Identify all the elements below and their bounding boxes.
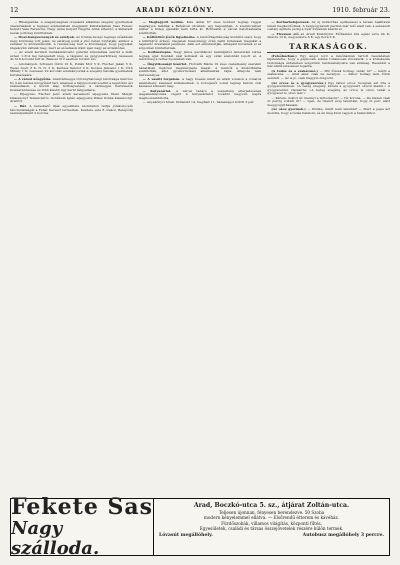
ad-line: modern kényelemmel ellátva. — Elsőrendű étterem és kávéház. bbox=[203, 515, 340, 521]
news-item bbox=[10, 51, 133, 62]
news-item-heading: — Öngyilkossági kísérlet. bbox=[142, 62, 188, 67]
news-item bbox=[267, 108, 390, 115]
section-title-tarkasagok: TARKASÁGOK. bbox=[289, 41, 369, 51]
news-item-heading: — Kórházbefejezések. bbox=[271, 21, 310, 24]
ad-hotel-name: Fekete Sas bbox=[11, 493, 153, 520]
ad-address: Arad, Boczkó-utca 5. sz., átjárat Zoltán-utca. bbox=[193, 502, 350, 509]
newspaper-title: ARADI KÖZLÖNY. bbox=[135, 6, 215, 14]
news-item-text: Egy angol lord a felsőházban tartott beszédében kijelentette, hogy a gépkocsik száma rohamosan növekszik, s a közlekedés biztonsága érdekében szigorúbb rendszabályokra van szükség. Beszédét a ház élénk tetszéssel fogadta. bbox=[267, 53, 391, 69]
news-item bbox=[139, 51, 262, 62]
ad-details bbox=[154, 499, 389, 555]
news-item-text: Nagy János gazdálkodó kamrájából ismeretlen tettes tegnap éjjel tizenkét szál kolbászt és egy oldal szalonnát lopott el. A rendőrség a tettes nyomában van. bbox=[138, 50, 262, 62]
news-item bbox=[139, 101, 262, 105]
news-item-text: A nagy hóesés miatt az aradi vonalon a vonatok jelentékeny késéssel közlekednek. A borosjenői vonat tegnap három órai késéssel érkezett meg. bbox=[138, 77, 262, 89]
ad-footer-right: Autobusz megállóhely 3 percre. bbox=[302, 532, 384, 538]
news-item-heading: — A városi közgyűlés. bbox=[14, 77, 52, 82]
news-item-text: — Hibaigazítás. A szegénységnek olvasásra alkalmas szegény gyermekek összeírásánál a tegnapi számunkban megjelent kimutatásban Vass Ferenc helyett Vass Ferencné, Nagy Anna helyett Nagyné Anna értendő; a kimaradt nevek pótlólag közöltetnek. bbox=[10, 21, 133, 35]
news-item bbox=[267, 21, 390, 32]
news-item bbox=[10, 78, 133, 92]
news-item-heading: — Megfagyott koldus. bbox=[142, 21, 184, 24]
news-item bbox=[10, 105, 133, 116]
news-item bbox=[139, 21, 262, 35]
news-item bbox=[10, 63, 133, 77]
news-item bbox=[10, 93, 133, 104]
news-item-heading: — Mozi-hangversenyek és estélyek. bbox=[14, 35, 76, 40]
ad-hotel-subtitle: Nagy szálloda. bbox=[11, 517, 100, 559]
news-item-heading: (A tudós és a szakácsné.) bbox=[271, 68, 318, 73]
news-item-text: Egy falusi orvos recepten azt írta a gyógyszerésznek: »A beteg szegény, kérem a gyógyszert olcsón kiadni.« A gyógyszerész visszaírta: »A beteg szegény, az orvos is olcsó, tehát a gyógyszer is olcsó lesz.« bbox=[267, 80, 391, 96]
news-item-heading: (Felsőházban.) bbox=[271, 53, 297, 58]
news-item-text: — Az aradi kerületi munkásbiztosító pénztár kimutatása szerint a múlt évben 1.214 tag betegedett meg, a táppénz és gyógyszerköltség összesen 41.516 koronát tett ki. Baleset 312 esetben fordult elő. bbox=[10, 50, 133, 62]
news-item-text: A városi tanács a veszettség elterjedésének megakadályozása végett a kutyazárlatot további negyven napra meghosszabbította. bbox=[138, 88, 262, 100]
news-item bbox=[139, 90, 262, 101]
news-item-heading: (Az orvos és a gyógyszerész.) bbox=[271, 80, 326, 85]
page-number: 12 bbox=[10, 6, 19, 14]
news-item-text: A kereskedő ifjak egyesülete szombaton tartja jótékonycélú táncmulatságát a Fehér Kereszt termeiben. Kezdete este 8 órakor. Belépődíj személyenként 2 korona. bbox=[10, 104, 133, 116]
news-item-text: Az új közkórház építkezései a tavasz beálltával ismét megkezdődnek. A belgyógyászati pavilon már tető alatt van, a sebészeti osztály épülete pedig a nyár folyamán készül el. bbox=[267, 21, 391, 32]
column-3 bbox=[267, 21, 390, 499]
news-item-text: — Eljegyzés. Fischer Jenő aradi kereskedő eljegyezte Klein Margit kisasszonyt Temesvárról. Goldstein Ignác eljegyezte Weisz Ilonka kisasszonyt Aradról. bbox=[10, 92, 133, 104]
news-item bbox=[267, 82, 390, 96]
ad-line: Egyesületek, családi és társas összejövetelek részére külön termek. bbox=[199, 526, 344, 532]
news-item bbox=[10, 36, 133, 50]
ad-footer bbox=[159, 533, 384, 538]
section-divider bbox=[267, 52, 390, 53]
news-item-text: Aradvármegye törvényhatósági bizottsága március hó 3-án rendes közgyűlést tart, amelyen a tárgysorozat szerint a legutóbbi évi számadások, a közúti alap költségvetése, a vármegyei tisztviselők fizetésrendezése és több kisebb ügy kerül tárgyalásra. bbox=[10, 77, 133, 92]
ad-line: Fürdőszobák, villamos világítás, központi fűtés. bbox=[221, 520, 322, 526]
news-item bbox=[139, 78, 262, 89]
news-item-text: A rendőrkapitányság közhírré teszi, hogy a külföldről érkező idegenek huszonnégy órán belül kötelesek magukat a bejelentő hivatalnál jelenteni. Akik ezt elmulasztják, kihágást követnek el és szigorúan büntettetnek. bbox=[138, 35, 262, 50]
tarkasagok-items bbox=[267, 55, 390, 116]
hotel-advertisement bbox=[10, 493, 390, 559]
news-item-heading: — Fizessen elő bbox=[271, 31, 299, 36]
ad-logo-block bbox=[11, 493, 154, 559]
news-item-text: — Pistike, miért nem tanultál? — Mert a papa azt mondta, hogy a tudás hatalom, és én még kicsi vagyok a hatalomhoz. bbox=[267, 107, 391, 115]
news-item-heading: — Bál. bbox=[14, 104, 27, 109]
news-item bbox=[267, 33, 390, 40]
masthead bbox=[10, 6, 390, 18]
article-columns bbox=[10, 21, 390, 499]
news-item bbox=[10, 21, 133, 35]
news-item-heading: (Az okos gyermek.) bbox=[271, 107, 306, 112]
column-2 bbox=[139, 21, 262, 499]
news-item-text: — Adományok. Schwarz Ödön 10 K, Pollák Mór 5 K, Fischer Jakab 5 K, Weisz Lipót 3 K, N. N. 2 K, Kertész Sándor 2 K, Kovács Jánosné 1 K, Tóth Mihály 1 K, összesen 29 koronát adományoztak a szegény iskolás gyermekek felruházására. bbox=[10, 62, 133, 77]
news-item-text: Horváth Mária 19 éves cselédleány szerelmi bánatában lúgkővel megmérgezte magát. A mentők a közkórházba szállították, ahol gyomormosást alkalmaztak rajta. Állapota nem életveszélyes. bbox=[138, 62, 262, 77]
newspaper-page bbox=[10, 6, 390, 559]
ad-line: Teljesen újonnan, fényesen berendezve. 50 Szoba bbox=[218, 510, 325, 515]
column-1 bbox=[10, 21, 133, 499]
news-item-heading: — Kolbászlopás. bbox=[142, 50, 172, 55]
news-item bbox=[267, 70, 390, 81]
ad-footer-left: Lóvasút megállóhely. bbox=[159, 532, 213, 538]
news-item-text: az Aradi Közlönyre! Előfizetési ára egész évre 24 K, félévre 12 K, negyedévre 6 K, egy hóra 2 K. bbox=[267, 31, 391, 40]
news-item-heading: — A vasúti forgalom. bbox=[142, 77, 181, 82]
issue-date: 1910. február 23. bbox=[332, 6, 390, 14]
news-item-text: — Kérem, doktor úr, mennyi a tartozásom? — Tíz korona. — De hiszen csak öt percig voltam itt! — Igen, de tizenöt évig tanultam, hogy öt perc alatt meggyógyíthassam. bbox=[267, 95, 391, 107]
column-3-news bbox=[267, 21, 390, 40]
news-item-heading: — Kutyazárlat. bbox=[142, 88, 172, 93]
news-item bbox=[267, 97, 390, 108]
news-item-text: Kiss Antal 67 éves koldust tegnap reggel megfagyva találták a Belvárosi utcában, egy kapualjban. A szerencsétlen ember a hideg éjszakát nem bírta ki. Holttestét a városi halottasházba szállították. bbox=[138, 21, 262, 35]
news-item bbox=[267, 55, 390, 69]
news-item-text: Az Uránia-mozgó tegnapi előadásán nagy közönség volt jelen. Az estélyek sorát a jövő héten folytatják, amikor a zenekar is közreműködik. A rendezőség kéri a közönséget, hogy jegyeiket idejekorán váltsák meg, mert az előadások iránt igen nagy az érdeklődés. bbox=[10, 35, 133, 50]
news-item-text: — Mit főzzek holnap, tanár úr? — kérdi a szakácsné. — Amit akar, csak ne zavarjon. — Akkor holnap nem főzök semmit. — Az is jó, csak hagyjon dolgozni. bbox=[267, 68, 391, 81]
news-item-text: — Anyakönyvi hírek. Született 14, meghalt 11, házasságot kötött 3 pár. bbox=[142, 100, 255, 105]
news-item bbox=[139, 63, 262, 77]
news-item-heading: — Külföldről jövők figyelmébe. bbox=[142, 35, 196, 40]
news-item bbox=[139, 36, 262, 50]
